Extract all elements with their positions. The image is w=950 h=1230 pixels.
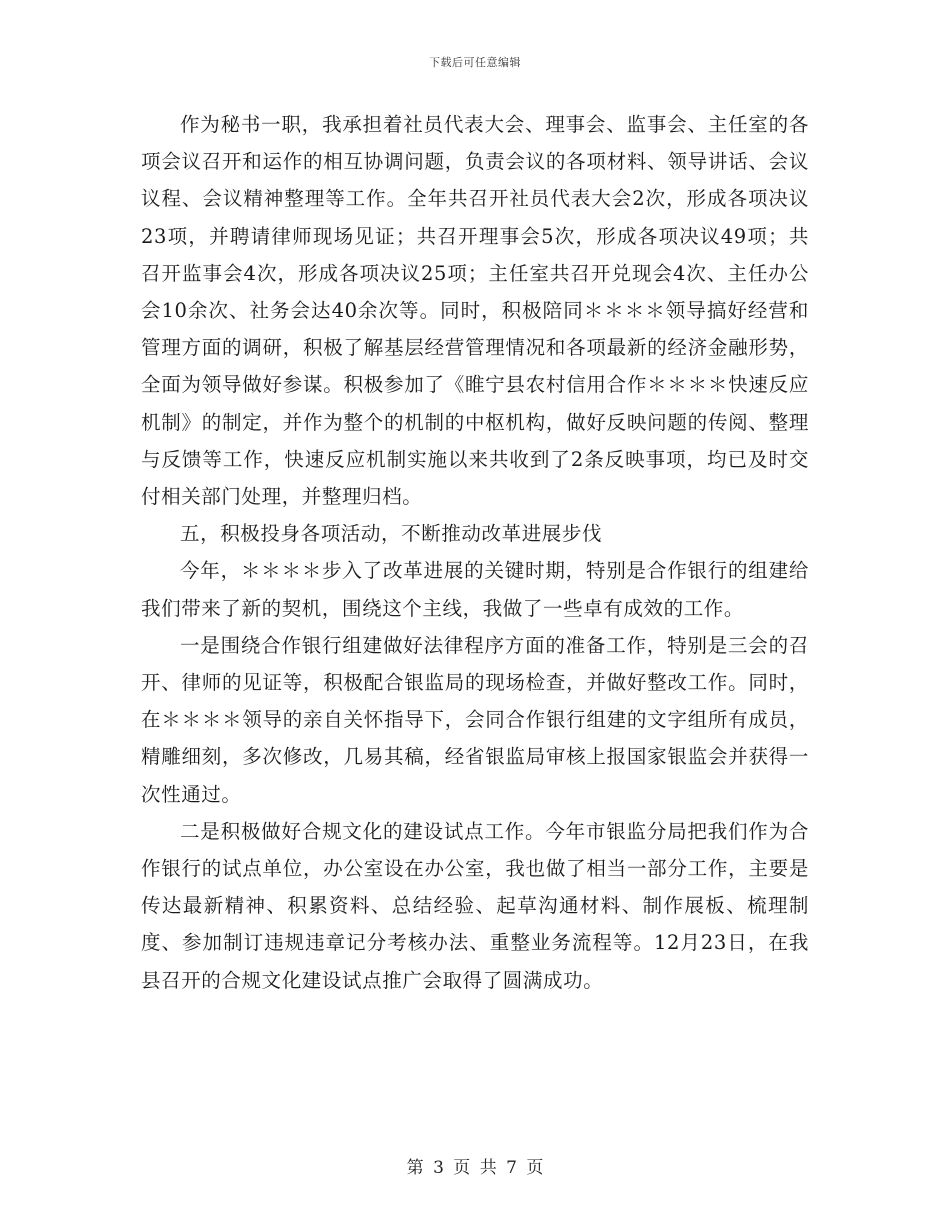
paragraph-compliance-culture: 二是积极做好合规文化的建设试点工作。今年市银监分局把我们作为合作银行的试点单位，办公室设在办公室，我也做了相当一部分工作，主要是传达最新精神、积累资料、总结经验、起草沟通材料、制作展板、梳理制度、参加制订违规违章记分考核办法、重整业务流程等。12月23日，在我县召开的合规文化建设试点推广会取得了圆满成功。 xyxy=(141,819,809,992)
document-body xyxy=(141,106,809,999)
page-number-footer: 第 3 页 共 7 页 xyxy=(406,1158,544,1178)
section-heading-five: 五，积极投身各项活动，不断推动改革进展步伐 xyxy=(180,522,603,546)
paragraph-secretary-duties: 作为秘书一职，我承担着社员代表大会、理事会、监事会、主任室的各项会议召开和运作的相互协调问题，负责会议的各项材料、领导讲话、会议议程、会议精神整理等工作。全年共召开社员代表大会2次，形成各项决议23项，并聘请律师现场见证；共召开理事会5次，形成各项决议49项；共召开监事会4次，形成各项决议25项；主任室共召开兑现会4次、主任办公会10余次、社务会达40余次等。同时，积极陪同＊＊＊＊领导搞好经营和管理方面的调研，积极了解基层经营管理情况和各项最新的经济金融形势，全面为领导做好参谋。积极参加了《睢宁县农村信用合作＊＊＊＊快速反应机制》的制定，并作为整个的机制的中枢机构，做好反映问题的传阅、整理与反馈等工作，快速反应机制实施以来共收到了2条反映事项，均已及时交付相关部门处理，并整理归档。 xyxy=(141,113,809,509)
page-header: 下载后可任意编辑 xyxy=(429,56,521,69)
paragraph-bank-formation: 一是围绕合作银行组建做好法律程序方面的准备工作，特别是三会的召开、律师的见证等，积极配合银监局的现场检查，并做好整改工作。同时，在＊＊＊＊领导的亲自关怀指导下，会同合作银行组建的文字组所有成员，精雕细刻，多次修改，几易其稿，经省银监局审核上报国家银监会并获得一次性通过。 xyxy=(141,633,809,806)
paragraph-reform-intro: 今年，＊＊＊＊步入了改革进展的关键时期，特别是合作银行的组建给我们带来了新的契机，围绕这个主线，我做了一些卓有成效的工作。 xyxy=(141,559,809,620)
